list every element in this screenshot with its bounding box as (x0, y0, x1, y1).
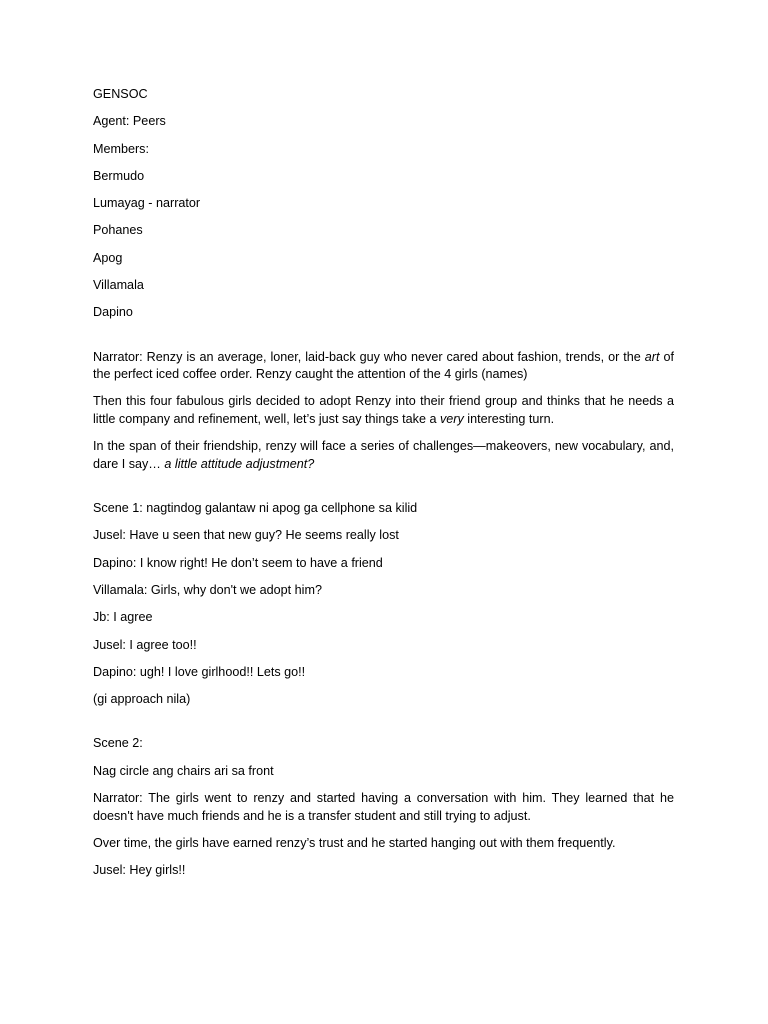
intro-text: Narrator: Renzy is an average, loner, laid-back guy who never cared about fashion, trends, or the (93, 349, 645, 364)
spacer (93, 332, 674, 349)
dialogue-line: Villamala: Girls, why don't we adopt him? (93, 582, 322, 597)
spacer (93, 718, 674, 735)
agent-line: Agent: Peers (93, 114, 166, 129)
scene-heading: Scene 2: (93, 736, 143, 751)
intro-emphasis: a little attitude adjustment? (164, 456, 315, 471)
intro-emphasis: very (439, 411, 464, 426)
intro-paragraph (93, 438, 674, 473)
member-item: Apog (93, 250, 123, 265)
spacer (93, 483, 674, 500)
dialogue-line: Dapino: ugh! I love girlhood!! Lets go!! (93, 664, 306, 679)
intro-text: In the span of their friendship, renzy will face a series of challenges—makeovers, new vocabulary, and, dare I say… (93, 439, 674, 471)
dialogue-line: Jusel: Have u seen that new guy? He seems really lost (93, 528, 399, 543)
dialogue-line: Jusel: Hey girls!! (93, 863, 186, 878)
stage-direction: Nag circle ang chairs ari sa front (93, 763, 274, 778)
member-item: Lumayag - narrator (93, 196, 201, 211)
dialogue-line: Dapino: I know right! He don’t seem to have a friend (93, 555, 383, 570)
member-item: Bermudo (93, 168, 145, 183)
narration-paragraph: Narrator: The girls went to renzy and started having a conversation with him. They learned that he doesn't have much friends and he is a transfer student and still trying to adjust. (93, 791, 674, 823)
intro-text: Then this four fabulous girls decided to adopt Renzy into their friend group and thinks that he needs a little company and refinement, well, let’s just say things take a (93, 394, 674, 426)
intro-emphasis: art (644, 349, 660, 364)
member-item: Villamala (93, 278, 144, 293)
member-item: Dapino (93, 305, 133, 320)
member-item: Pohanes (93, 223, 143, 238)
dialogue-line: Jusel: I agree too!! (93, 637, 197, 652)
document-title: GENSOC (93, 87, 148, 101)
intro-paragraph (93, 393, 674, 428)
intro-text: interesting turn. (463, 411, 555, 426)
intro-text: of the perfect iced coffee order. Renzy caught the attention of the 4 girls (names) (93, 349, 674, 382)
intro-paragraph (93, 349, 674, 384)
stage-direction: (gi approach nila) (93, 692, 191, 707)
scene-heading: Scene 1: nagtindog galantaw ni apog ga cellphone sa kilid (93, 501, 418, 516)
members-label: Members: (93, 141, 149, 156)
dialogue-line: Jb: I agree (93, 610, 153, 625)
narration-paragraph: Over time, the girls have earned renzy’s trust and he started hanging out with them frequently. (93, 835, 616, 850)
document-page (93, 86, 674, 889)
